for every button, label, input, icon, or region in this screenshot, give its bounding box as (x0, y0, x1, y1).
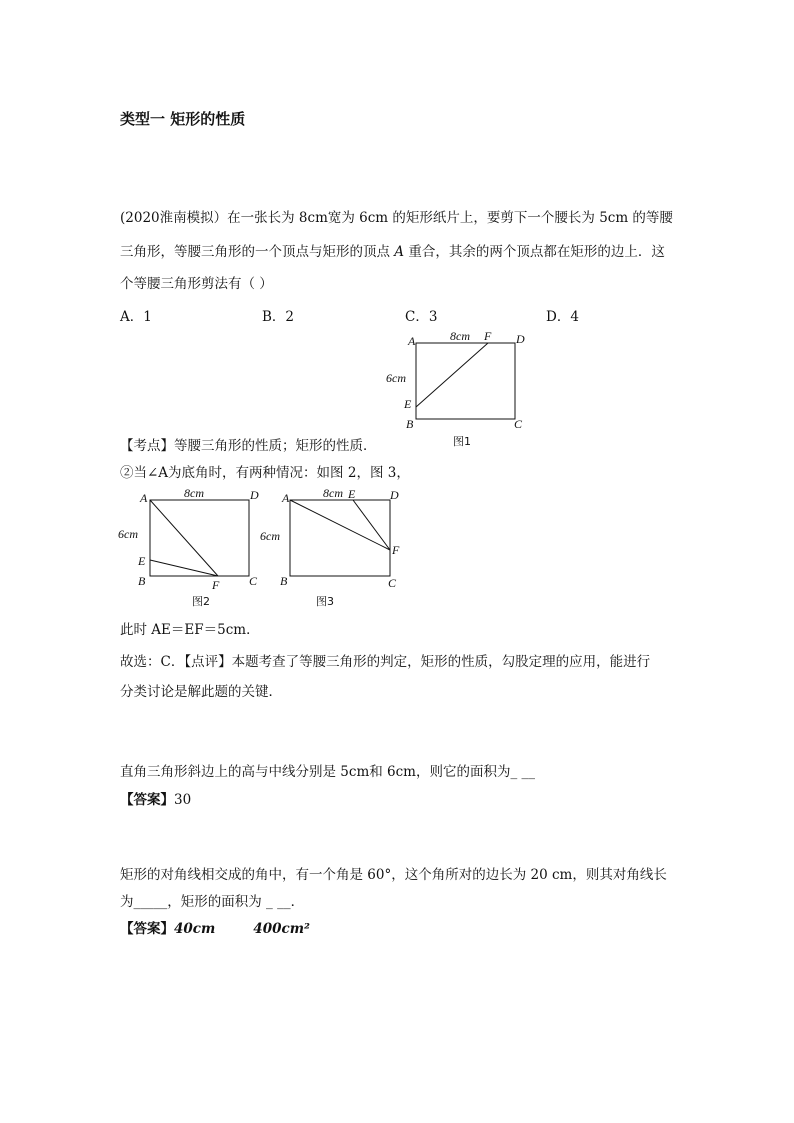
option-b: B．2 (262, 309, 295, 325)
q3-answer-value2: 400cm² (253, 921, 310, 937)
figure-1 (380, 324, 540, 452)
fig3-label-c: C (388, 576, 397, 590)
answer-line1: 故选：C．【点评】本题考查了等腰三角形的判定，矩形的性质，勾股定理的应用，能进行 (120, 654, 651, 670)
fig3-label-a: A (282, 491, 290, 505)
kaodian: 【考点】等腰三角形的性质；矩形的性质． (120, 438, 377, 454)
case-line: ②当∠A为底角时，有两种情况：如图 2，图 3， (120, 465, 410, 481)
q3-answer (120, 917, 310, 937)
q1-line1: (2020淮南模拟）在一张长为 8cm宽为 6cm 的矩形纸片上，要剪下一个腰长为 5cm 的等腰 (120, 210, 673, 226)
fig2-label-c: C (249, 574, 258, 588)
fig2-label-width: 6cm (118, 527, 138, 541)
fig2-rectangle (150, 500, 249, 576)
q3-line1: 矩形的对角线相交成的角中，有一个角是 60°，这个角所对的边长为 20 cm，则其对角线长 (120, 867, 667, 883)
fig3-caption: 图3 (316, 595, 334, 608)
q1-line2-b: 重合，其余的两个顶点都在矩形的边上．这 (404, 244, 665, 260)
fig1-rectangle (416, 343, 515, 419)
q2-answer-label: 【答案】 (120, 792, 174, 808)
fig1-label-length: 8cm (450, 329, 470, 343)
section-title: 类型一 矩形的性质 (120, 110, 246, 128)
answer-line2: 分类讨论是解此题的关键． (120, 684, 282, 700)
fig2-label-a: A (140, 491, 148, 505)
fig1-label-f: F (484, 329, 492, 343)
q2-answer (120, 788, 191, 808)
q2-answer-value: 30 (174, 792, 192, 808)
fig2-segment-ef (150, 560, 218, 576)
figure-3 (256, 484, 416, 610)
fig1-label-b: B (406, 417, 414, 431)
figure-2 (112, 484, 272, 610)
fig3-label-width: 6cm (260, 529, 280, 543)
q3-line2: 为_____，矩形的面积为 _ __． (120, 894, 305, 910)
fig3-segment-af (290, 500, 390, 550)
fig3-segment-ef (353, 500, 390, 550)
fig2-segment-af (150, 500, 218, 576)
fig2-label-d: D (250, 488, 259, 502)
fig1-label-e: E (404, 397, 412, 411)
fig1-label-width: 6cm (386, 371, 406, 385)
fig3-label-length: 8cm (323, 486, 343, 500)
fig1-label-a: A (408, 334, 416, 348)
fig3-label-e: E (348, 487, 356, 501)
fig2-label-length: 8cm (184, 486, 204, 500)
fig3-rectangle (290, 500, 390, 576)
option-a: A．1 (120, 309, 152, 325)
q2-text: 直角三角形斜边上的高与中线分别是 5cm和 6cm，则它的面积为_ __ (120, 764, 536, 780)
fig1-segment-ef (416, 343, 488, 407)
option-d: D．4 (546, 309, 579, 325)
fig3-label-f: F (392, 543, 400, 557)
q1-line3: 个等腰三角形剪法有（ ） (120, 276, 273, 292)
option-c: C．3 (405, 309, 438, 325)
q1-line2 (120, 240, 665, 260)
fig1-label-c: C (514, 417, 523, 431)
fig2-caption: 图2 (192, 595, 210, 608)
conclusion: 此时 AE＝EF＝5cm． (120, 622, 260, 638)
q3-answer-label: 【答案】 (120, 921, 174, 937)
fig2-label-e: E (138, 554, 146, 568)
q3-answer-value1: 40cm (174, 921, 216, 937)
q1-line2-a: 三角形，等腰三角形的一个顶点与矩形的顶点 (120, 244, 395, 260)
fig3-label-d: D (390, 488, 399, 502)
fig2-label-b: B (138, 574, 146, 588)
q1-line2-vertex: A (394, 244, 405, 260)
fig1-caption: 图1 (453, 435, 471, 448)
fig2-label-f: F (212, 578, 220, 592)
fig3-label-b: B (280, 574, 288, 588)
fig1-label-d: D (516, 332, 525, 346)
